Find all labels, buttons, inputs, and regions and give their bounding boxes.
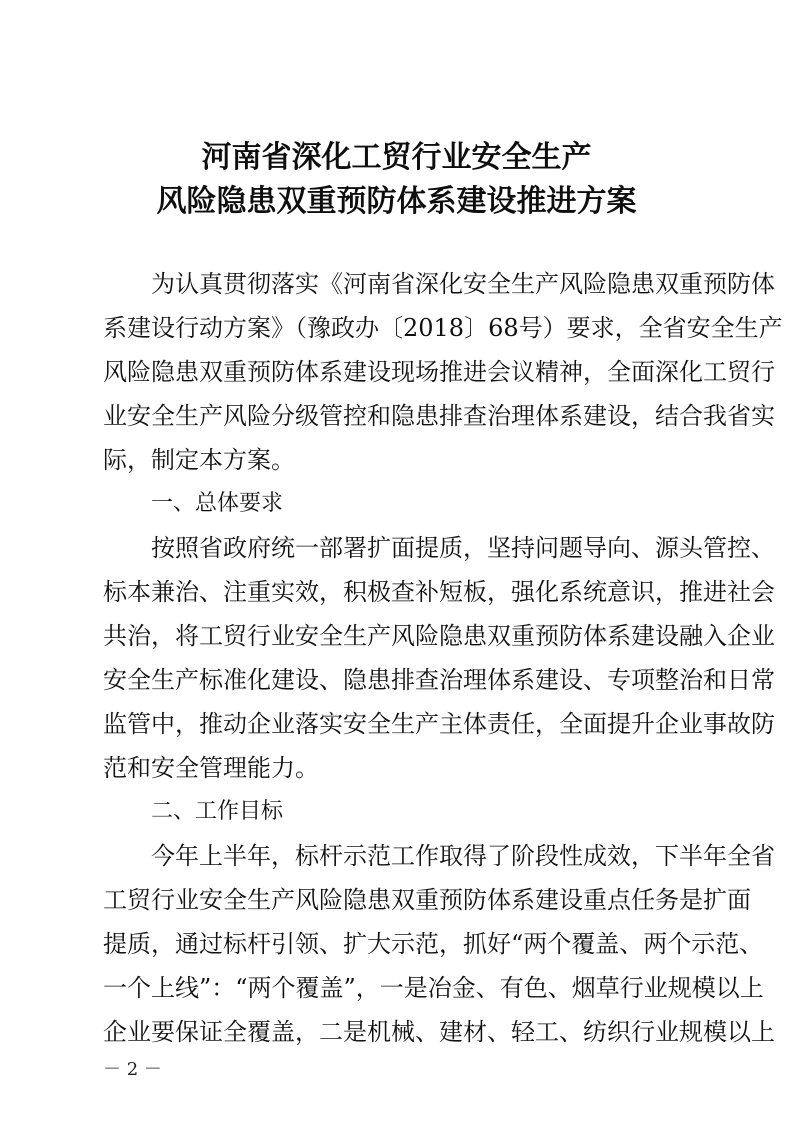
section-heading-overall-requirements: 一、总体要求: [151, 491, 284, 516]
paragraph-line: 为认真贯彻落实《河南省深化安全生产风险隐患双重预防体: [151, 270, 775, 298]
paragraph-line: 提质，通过标杆引领、扩大示范，抓好“两个覆盖、两个示范、: [103, 930, 764, 958]
paragraph-line: 共治，将工贸行业安全生产风险隐患双重预防体系建设融入企业: [103, 622, 775, 650]
paragraph-line: 监管中，推动企业落实安全生产主体责任，全面提升企业事故防: [103, 710, 775, 738]
paragraph-line: 企业要保证全覆盖，二是机械、建材、轻工、纺织行业规模以上: [103, 1018, 775, 1046]
document-title-line-2: 风险隐患双重预防体系建设推进方案: [156, 184, 637, 219]
paragraph-line: 风险隐患双重预防体系建设现场推进会议精神，全面深化工贸行: [103, 358, 775, 386]
paragraph-line: 系建设行动方案》（豫政办〔2018〕68号）要求，全省安全生产: [103, 314, 783, 342]
paragraph-line: 一个上线”：“两个覆盖”，一是冶金、有色、烟草行业规模以上: [103, 974, 764, 1002]
section-heading-work-goals: 二、工作目标: [151, 799, 284, 824]
paragraph-line: 际，制定本方案。: [103, 446, 295, 474]
paragraph-line: 标本兼治、注重实效，积极查补短板，强化系统意识，推进社会: [103, 578, 775, 606]
document-title-line-1: 河南省深化工贸行业安全生产: [201, 140, 592, 175]
paragraph-line: 安全生产标准化建设、隐患排查治理体系建设、专项整治和日常: [103, 666, 775, 694]
paragraph-line: 工贸行业安全生产风险隐患双重预防体系建设重点任务是扩面: [103, 886, 751, 914]
page-number: － 2 －: [103, 1059, 162, 1080]
paragraph-line: 按照省政府统一部署扩面提质，坚持问题导向、源头管控、: [151, 534, 775, 562]
paragraph-line: 业安全生产风险分级管控和隐患排查治理体系建设，结合我省实: [103, 402, 775, 430]
paragraph-line: 范和安全管理能力。: [103, 754, 319, 782]
paragraph-line: 今年上半年，标杆示范工作取得了阶段性成效，下半年全省: [151, 842, 775, 870]
